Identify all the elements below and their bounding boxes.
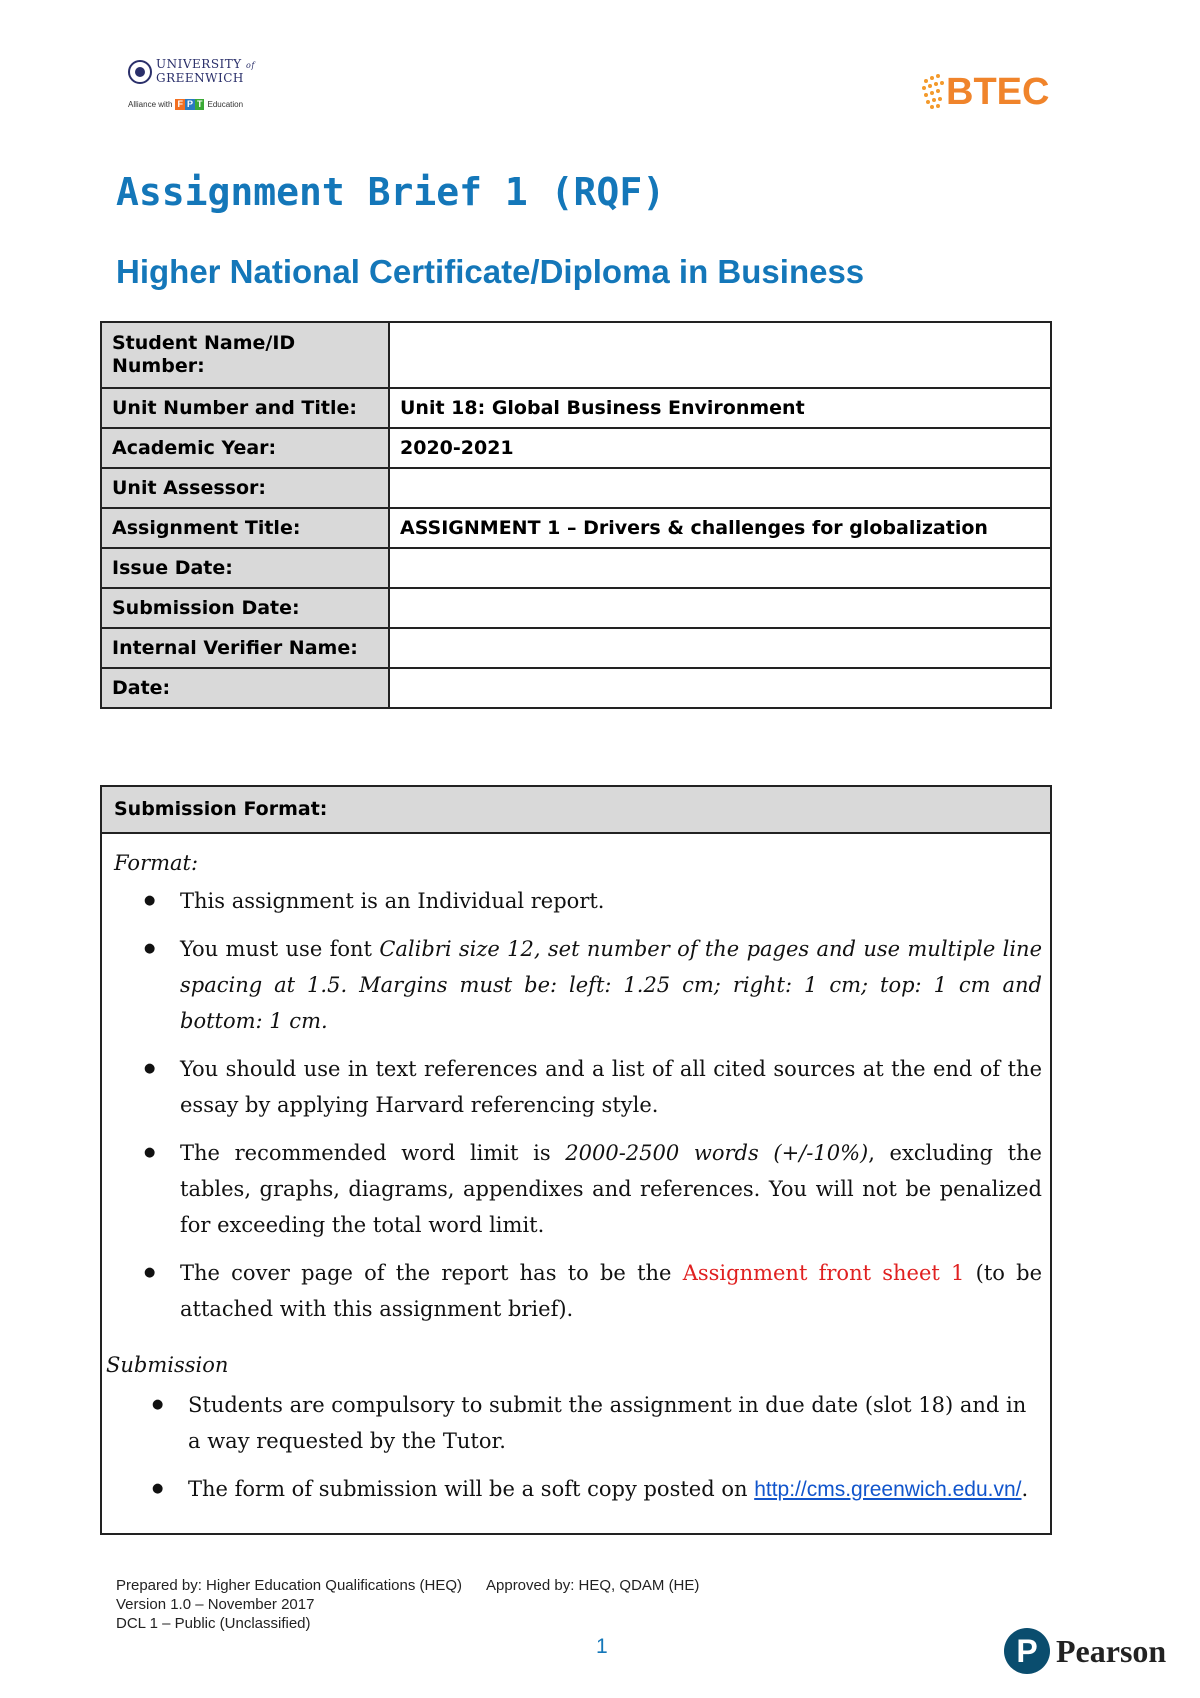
front-sheet-reference: Assignment front sheet 1 bbox=[682, 1261, 965, 1285]
btec-logo bbox=[922, 72, 1049, 112]
pearson-logo bbox=[1004, 1628, 1166, 1674]
fpt-letter-f: F bbox=[177, 99, 183, 109]
table-row bbox=[101, 548, 1051, 588]
list-item bbox=[180, 1255, 1042, 1327]
submission-date-value[interactable] bbox=[389, 588, 1051, 628]
internal-verifier-value[interactable] bbox=[389, 628, 1051, 668]
pearson-wordmark: Pearson bbox=[1056, 1632, 1167, 1669]
submission-bullet-1: Students are compulsory to submit the assignment in due date (slot 18) and in a way requested by the Tutor. bbox=[188, 1393, 1027, 1453]
format-list bbox=[180, 883, 1042, 1339]
university-seal-icon bbox=[128, 60, 152, 84]
submission-label: Submission bbox=[106, 1353, 229, 1377]
table-row bbox=[101, 468, 1051, 508]
approved-by: Approved by: HEQ, QDAM (HE) bbox=[486, 1577, 700, 1594]
list-item bbox=[180, 1051, 1042, 1123]
format-bullet-5-pre: The cover page of the report has to be the bbox=[180, 1261, 683, 1285]
cms-link[interactable]: http://cms.greenwich.edu.vn/ bbox=[754, 1478, 1022, 1501]
pearson-p-icon: P bbox=[1004, 1628, 1050, 1674]
page-title: Assignment Brief 1 (RQF) bbox=[116, 170, 666, 214]
alliance-text: Alliance with bbox=[128, 100, 173, 109]
list-item bbox=[188, 1387, 1038, 1459]
submission-date-label: Submission Date: bbox=[101, 588, 389, 628]
submission-bullet-2-text: The form of submission will be a soft copy posted on bbox=[188, 1477, 755, 1501]
university-of: of bbox=[246, 61, 255, 70]
assignment-info-table bbox=[100, 321, 1052, 709]
table-row bbox=[101, 628, 1051, 668]
format-bullet-4-pre: The recommended word limit is bbox=[180, 1141, 566, 1165]
student-name-label bbox=[101, 322, 389, 388]
table-row bbox=[101, 508, 1051, 548]
btec-wordmark: BTEC bbox=[946, 71, 1050, 113]
page-number: 1 bbox=[596, 1635, 608, 1658]
academic-year-value: 2020-2021 bbox=[389, 428, 1051, 468]
format-bullet-4-post: , excluding the tables, graphs, diagrams, appendixes and references. You will not be penalized for exceeding the total word limit. bbox=[180, 1141, 1042, 1237]
assignment-title-value: ASSIGNMENT 1 – Drivers & challenges for globalization bbox=[389, 508, 1051, 548]
fpt-letter-p: P bbox=[186, 99, 193, 109]
fpt-logo bbox=[175, 99, 204, 110]
submission-format-box bbox=[100, 785, 1052, 1535]
version: Version 1.0 – November 2017 bbox=[116, 1596, 315, 1613]
format-bullet-1: This assignment is an Individual report. bbox=[180, 889, 605, 913]
table-row bbox=[101, 428, 1051, 468]
format-bullet-5-post: (to be attached with this assignment brief). bbox=[180, 1261, 1042, 1321]
format-bullet-2-text: You must use font bbox=[180, 937, 380, 961]
education-text: Education bbox=[207, 100, 244, 109]
university-name-line1: UNIVERSITY bbox=[156, 57, 242, 71]
page-subtitle: Higher National Certificate/Diploma in Business bbox=[116, 253, 865, 290]
format-bullet-2-italic: Calibri size 12, set number of the pages and use multiple line spacing at 1.5. Margins must be: left: 1.25 cm; right: 1 cm; top: 1 cm and bottom: 1 cm. bbox=[180, 937, 1043, 1033]
university-of-greenwich-logo bbox=[128, 58, 268, 128]
unit-value: Unit 18: Global Business Environment bbox=[389, 388, 1051, 428]
format-bullet-4-italic: 2000-2500 words (+/-10%) bbox=[565, 1141, 869, 1165]
format-bullet-3: You should use in text references and a list of all cited sources at the end of the essay by applying Harvard referencing style. bbox=[180, 1057, 1042, 1117]
unit-assessor-label: Unit Assessor: bbox=[101, 468, 389, 508]
list-item bbox=[188, 1471, 1038, 1508]
fpt-alliance bbox=[128, 99, 268, 110]
date-label: Date: bbox=[101, 668, 389, 708]
date-value[interactable] bbox=[389, 668, 1051, 708]
submission-format-header: Submission Format: bbox=[102, 787, 1050, 834]
issue-date-label: Issue Date: bbox=[101, 548, 389, 588]
table-row bbox=[101, 668, 1051, 708]
table-row bbox=[101, 588, 1051, 628]
assignment-title-label: Assignment Title: bbox=[101, 508, 389, 548]
format-label: Format: bbox=[114, 851, 199, 875]
btec-dots-icon bbox=[922, 73, 944, 111]
table-row bbox=[101, 388, 1051, 428]
footer bbox=[116, 1576, 699, 1633]
submission-bullet-2-period: . bbox=[1021, 1477, 1029, 1501]
unit-label: Unit Number and Title: bbox=[101, 388, 389, 428]
student-label-line2: Number: bbox=[112, 355, 205, 377]
prepared-by: Prepared by: Higher Education Qualifications (HEQ) bbox=[116, 1577, 462, 1594]
student-name-value[interactable] bbox=[389, 322, 1051, 388]
student-label-line1: Student Name/ID bbox=[112, 332, 296, 354]
academic-year-label: Academic Year: bbox=[101, 428, 389, 468]
unit-assessor-value[interactable] bbox=[389, 468, 1051, 508]
table-row bbox=[101, 322, 1051, 388]
fpt-letter-t: T bbox=[196, 99, 203, 109]
dcl-classification: DCL 1 – Public (Unclassified) bbox=[116, 1615, 311, 1632]
university-name-line2: GREENWICH bbox=[156, 71, 244, 85]
internal-verifier-label: Internal Verifier Name: bbox=[101, 628, 389, 668]
submission-list bbox=[188, 1387, 1038, 1520]
list-item bbox=[180, 1135, 1042, 1243]
issue-date-value[interactable] bbox=[389, 548, 1051, 588]
list-item bbox=[180, 931, 1042, 1039]
list-item bbox=[180, 883, 1042, 919]
